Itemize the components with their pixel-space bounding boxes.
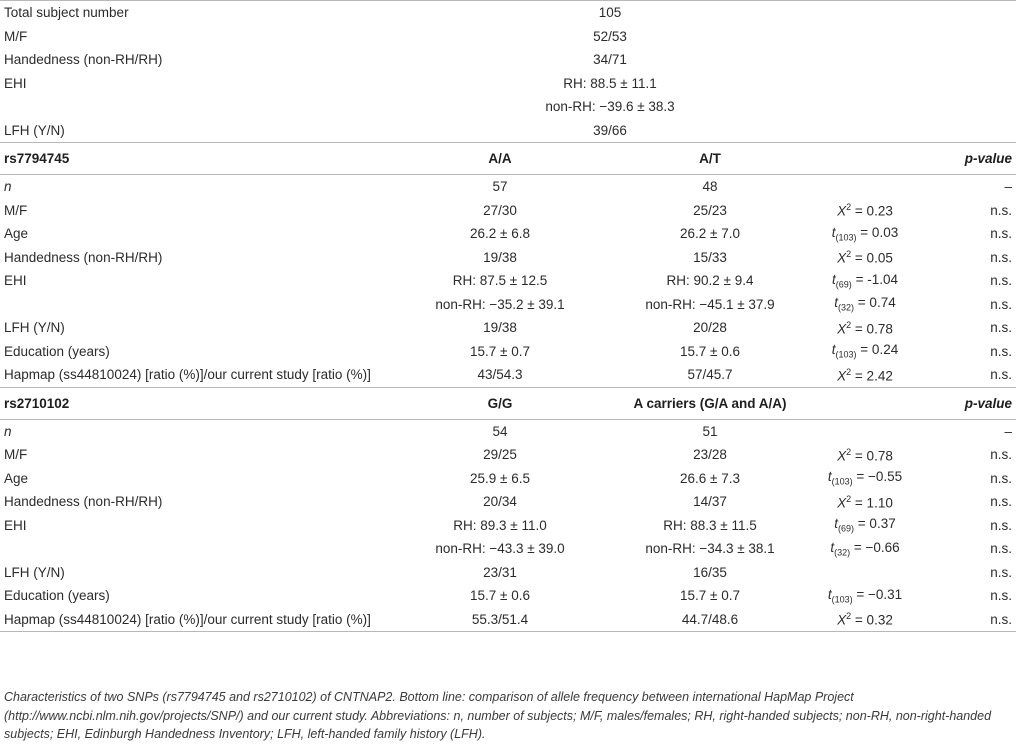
stat-subscript: (32) <box>838 303 855 314</box>
genotype-value: 25.9 ± 6.5 <box>470 470 530 486</box>
stat-value: = 0.37 <box>854 516 896 532</box>
stat-value: = 1.10 <box>851 495 893 510</box>
stat-value: = 0.03 <box>856 224 899 240</box>
empty-cell <box>820 143 910 175</box>
stat-superscript: 2 <box>846 493 852 504</box>
caption-line: subjects; EHI, Edinburgh Handedness Inventory; LFH, left-handed family history (LFH). <box>4 727 486 741</box>
n-value: 51 <box>702 423 718 439</box>
stat-symbol: X <box>837 448 847 463</box>
p-value: n.s. <box>990 517 1012 533</box>
caption-line: Characteristics of two SNPs (rs7794745 and rs2710102) of CNTNAP2. Bottom line: comparison of allele frequency between international HapMap Project <box>4 690 854 704</box>
p-value: n.s. <box>990 273 1012 289</box>
genotype-value: RH: 89.3 ± 11.0 <box>453 517 547 533</box>
row-label: Education (years) <box>4 588 110 604</box>
genotype-value: 15.7 ± 0.7 <box>470 343 530 359</box>
p-value: n.s. <box>990 320 1012 336</box>
data-row <box>0 269 1016 293</box>
genotype-value: 26.2 ± 6.8 <box>470 226 530 242</box>
data-row <box>0 293 1016 317</box>
empty-cell <box>910 48 1016 72</box>
row-label: Hapmap (ss44810024) [ratio (%)]/our current study [ratio (%)] <box>0 363 400 387</box>
genotype-value: 20/28 <box>693 320 727 336</box>
p-value: n.s. <box>990 588 1012 604</box>
stat-symbol: t <box>830 539 835 555</box>
summary-section <box>0 1 1016 143</box>
test-statistic <box>820 363 910 387</box>
summary-value: 105 <box>400 1 820 25</box>
stat-symbol: X <box>837 321 847 336</box>
data-row <box>0 363 1016 387</box>
stat-value: = 0.78 <box>851 448 893 463</box>
summary-row <box>0 48 1016 72</box>
stat-symbol: X <box>837 203 847 219</box>
genotype-value: RH: 88.3 ± 11.5 <box>663 517 757 533</box>
genotype-value: 26.6 ± 7.3 <box>680 470 740 486</box>
data-row <box>0 537 1016 561</box>
empty-cell <box>820 1 910 25</box>
empty-cell <box>820 25 910 49</box>
genotype-value: 43/54.3 <box>400 363 600 387</box>
stat-subscript: (103) <box>831 477 853 488</box>
stat-superscript: 2 <box>846 202 852 212</box>
row-label: Age <box>4 226 29 242</box>
snp-header-row <box>0 387 1016 419</box>
summary-value: 34/71 <box>593 52 627 68</box>
stat-subscript: (69) <box>838 524 855 535</box>
p-value: n.s. <box>990 249 1012 265</box>
snp-name: rs2710102 <box>0 387 400 419</box>
row-label: Age <box>4 470 29 486</box>
row-label: n <box>4 179 12 195</box>
row-label <box>0 537 400 561</box>
genotype-value: 44.7/48.6 <box>600 608 820 632</box>
stat-superscript: 2 <box>846 249 852 259</box>
empty-cell <box>820 72 910 96</box>
pvalue-header <box>910 387 1016 419</box>
test-statistic <box>820 584 910 608</box>
empty-cell <box>820 175 910 199</box>
data-row <box>0 514 1016 538</box>
genotype-value: non-RH: −35.2 ± 39.1 <box>435 296 565 312</box>
stat-symbol: t <box>834 516 839 532</box>
test-statistic <box>820 246 910 270</box>
stat-subscript: (69) <box>835 279 852 290</box>
n-value: 48 <box>702 179 718 195</box>
genotype-value: 15.7 ± 0.6 <box>680 343 740 359</box>
genotype-value: 15/33 <box>693 249 727 265</box>
data-row <box>0 340 1016 364</box>
row-label: Handedness (non-RH/RH) <box>4 249 163 265</box>
test-statistic <box>820 222 910 246</box>
empty-cell <box>820 95 910 119</box>
test-statistic <box>820 316 910 340</box>
test-statistic <box>820 490 910 514</box>
stat-symbol: X <box>837 250 847 266</box>
p-value: n.s. <box>990 226 1012 242</box>
genotype-value: 26.2 ± 7.0 <box>680 226 740 242</box>
data-row <box>0 222 1016 246</box>
empty-cell <box>910 72 1016 96</box>
stat-value: = 0.24 <box>856 342 899 358</box>
p-value: – <box>1004 179 1012 195</box>
data-row <box>0 561 1016 585</box>
empty-cell <box>910 25 1016 49</box>
genotype-value: 57/45.7 <box>600 363 820 387</box>
p-value: n.s. <box>910 608 1016 632</box>
pvalue-header-label: p-value <box>964 151 1012 166</box>
p-value: n.s. <box>990 202 1012 218</box>
p-value: n.s. <box>990 470 1012 486</box>
genotype-value: non-RH: −43.3 ± 39.0 <box>435 541 565 557</box>
genotype-header: A carriers (G/A and A/A) <box>600 387 820 419</box>
test-statistic <box>820 199 910 223</box>
row-label: M/F <box>4 28 28 44</box>
stat-symbol: t <box>834 295 839 311</box>
data-row <box>0 608 1016 632</box>
row-label: EHI <box>4 517 27 533</box>
genotype-value: 19/38 <box>483 320 517 336</box>
row-label: Hapmap (ss44810024) [ratio (%)]/our current study [ratio (%)] <box>0 608 400 632</box>
empty-cell <box>910 95 1016 119</box>
row-label <box>0 95 400 119</box>
row-label: M/F <box>4 447 28 463</box>
n-value: 57 <box>492 179 508 195</box>
test-statistic <box>820 269 910 293</box>
test-statistic <box>820 537 910 561</box>
summary-row <box>0 119 1016 143</box>
row-label: Total subject number <box>0 1 400 25</box>
stat-value: = 2.42 <box>851 368 893 383</box>
n-row <box>0 175 1016 199</box>
row-label: LFH (Y/N) <box>4 122 65 138</box>
genotype-value: 19/38 <box>483 249 517 265</box>
stat-value: = −0.31 <box>852 586 903 602</box>
row-label: Handedness (non-RH/RH) <box>4 494 163 510</box>
summary-row <box>0 25 1016 49</box>
n-row <box>0 419 1016 443</box>
p-value: n.s. <box>990 343 1012 359</box>
pvalue-header <box>910 143 1016 175</box>
snp2-section <box>0 387 1016 632</box>
data-row <box>0 199 1016 223</box>
stat-subscript: (103) <box>835 350 857 361</box>
genotype-header: A/T <box>600 143 820 175</box>
row-label: LFH (Y/N) <box>4 564 65 580</box>
genotype-value: 23/28 <box>693 447 727 463</box>
genotype-value: RH: 87.5 ± 12.5 <box>452 273 548 289</box>
snp1-section <box>0 143 1016 388</box>
stat-value: = 0.78 <box>851 321 893 336</box>
stat-symbol: t <box>832 271 836 287</box>
stat-subscript: (103) <box>835 232 857 243</box>
test-statistic <box>820 467 910 491</box>
stat-superscript: 2 <box>846 319 852 330</box>
snp-header-row <box>0 143 1016 175</box>
test-statistic <box>820 608 910 632</box>
stat-superscript: 2 <box>846 446 852 457</box>
summary-value: RH: 88.5 ± 11.1 <box>563 75 657 91</box>
stat-subscript: (103) <box>831 594 853 605</box>
genotype-value: RH: 90.2 ± 9.4 <box>666 273 754 289</box>
p-value: n.s. <box>990 447 1012 463</box>
genotype-value: 16/35 <box>693 564 727 580</box>
stat-symbol: X <box>837 612 847 628</box>
stat-value: = 0.74 <box>854 295 896 311</box>
stat-symbol: X <box>837 368 847 383</box>
genotype-value: 29/25 <box>483 447 517 463</box>
row-label: EHI <box>4 75 27 91</box>
empty-cell <box>820 387 910 419</box>
test-statistic <box>820 293 910 317</box>
row-label: n <box>4 423 12 439</box>
p-value: n.s. <box>990 296 1012 312</box>
stat-value: = −0.66 <box>850 539 900 555</box>
stat-value: = 0.23 <box>851 203 893 219</box>
stat-symbol: X <box>837 495 847 510</box>
test-statistic <box>820 561 910 585</box>
stat-symbol: t <box>827 469 832 485</box>
p-value: n.s. <box>910 363 1016 387</box>
data-row <box>0 316 1016 340</box>
genotype-value: non-RH: −45.1 ± 37.9 <box>645 296 775 312</box>
genotype-value: non-RH: −34.3 ± 38.1 <box>645 541 775 557</box>
pvalue-header-label: p-value <box>964 395 1012 411</box>
row-label: Education (years) <box>4 343 110 359</box>
stat-symbol: t <box>827 586 832 602</box>
data-row <box>0 246 1016 270</box>
data-row <box>0 467 1016 491</box>
stat-subscript: (32) <box>834 547 851 558</box>
empty-cell <box>820 419 910 443</box>
test-statistic <box>820 443 910 467</box>
genotype-header: A/A <box>400 143 600 175</box>
caption-line: (http://www.ncbi.nlm.nih.gov/projects/SNP/) and our current study. Abbreviations: n, number of subjects; M/F, males/females; RH, right-handed subjects; non-RH, non-right-handed <box>4 708 992 723</box>
row-label <box>0 293 400 317</box>
genotype-header: G/G <box>400 387 600 419</box>
data-row <box>0 490 1016 514</box>
row-label: EHI <box>4 273 27 289</box>
genotype-value: 14/37 <box>693 494 727 510</box>
stat-symbol: t <box>831 342 836 358</box>
stat-superscript: 2 <box>846 366 852 377</box>
stat-value: = 0.32 <box>851 612 893 628</box>
data-row <box>0 584 1016 608</box>
p-value: n.s. <box>990 564 1012 580</box>
genotype-value: 55.3/51.4 <box>400 608 600 632</box>
genotype-value: 15.7 ± 0.6 <box>470 588 530 604</box>
summary-value: 52/53 <box>593 28 627 44</box>
genotype-value: 25/23 <box>693 202 727 218</box>
stat-symbol: t <box>831 224 836 240</box>
summary-value: non-RH: −39.6 ± 38.3 <box>545 99 675 115</box>
empty-cell <box>820 48 910 72</box>
genotype-value: 23/31 <box>483 564 517 580</box>
genotype-value: 27/30 <box>483 202 517 218</box>
table-caption <box>4 688 1012 744</box>
test-statistic <box>820 340 910 364</box>
p-value: – <box>1004 423 1012 439</box>
summary-row <box>0 95 1016 119</box>
snp-name: rs7794745 <box>0 143 400 175</box>
stat-value: = -1.04 <box>851 271 898 287</box>
row-label: Handedness (non-RH/RH) <box>4 52 163 68</box>
summary-row <box>0 72 1016 96</box>
row-label: M/F <box>4 202 28 218</box>
stat-superscript: 2 <box>846 611 852 621</box>
n-value: 54 <box>492 423 508 439</box>
empty-cell <box>910 1 1016 25</box>
summary-row <box>0 1 1016 25</box>
summary-value: 39/66 <box>593 122 627 138</box>
data-row <box>0 443 1016 467</box>
genotype-value: 15.7 ± 0.7 <box>680 588 740 604</box>
p-value: n.s. <box>990 541 1012 557</box>
stat-value: = −0.55 <box>852 469 903 485</box>
empty-cell <box>820 119 910 143</box>
empty-cell <box>910 119 1016 143</box>
stat-value: = 0.05 <box>851 250 893 266</box>
p-value: n.s. <box>990 494 1012 510</box>
test-statistic <box>820 514 910 538</box>
row-label: LFH (Y/N) <box>4 320 65 336</box>
genotype-value: 20/34 <box>483 494 517 510</box>
